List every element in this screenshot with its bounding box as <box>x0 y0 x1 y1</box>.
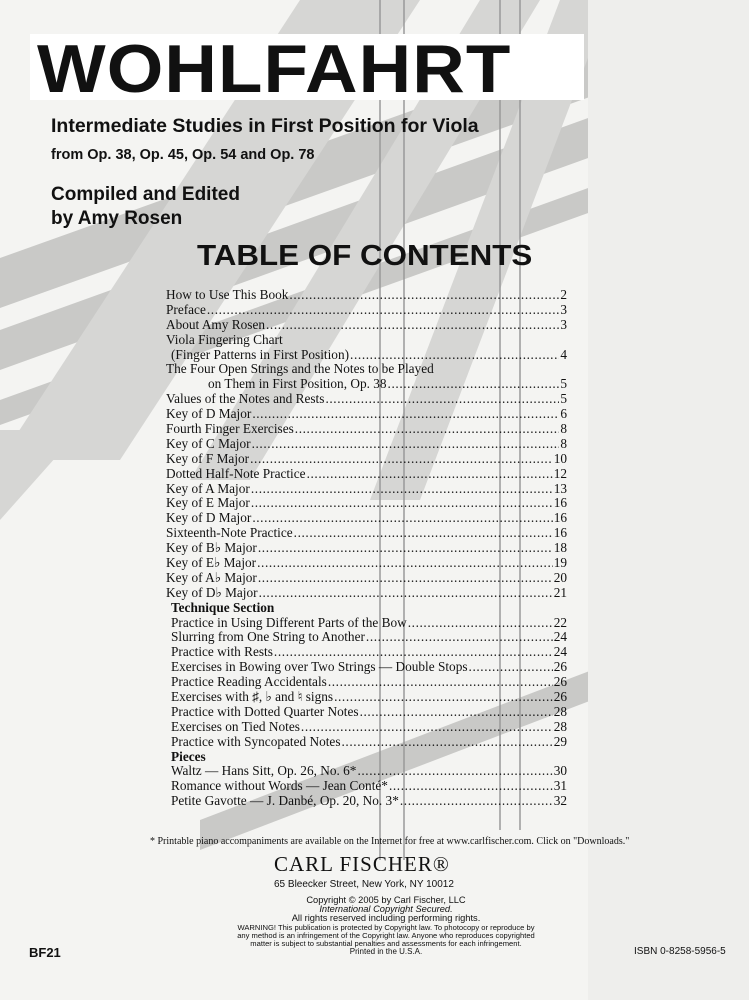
toc-entry <box>166 377 567 392</box>
toc-entry-title: Practice Reading Accidentals <box>171 674 327 690</box>
toc-entry-page: 3 <box>560 316 567 332</box>
toc-entry-title: Exercises with ♯, ♭ and ♮ signs <box>171 689 334 705</box>
toc-entry <box>166 288 567 303</box>
toc-entry-page: 13 <box>553 480 567 496</box>
toc-entry <box>166 541 567 556</box>
toc-entry <box>166 437 567 452</box>
toc-entry-title: About Amy Rosen <box>166 316 265 332</box>
compiled-line-1: Compiled and Edited <box>51 184 240 205</box>
toc-entry-title: Key of B♭ Major <box>166 540 257 556</box>
toc-entry-title: Fourth Finger Exercises <box>166 421 294 436</box>
printed-in: Printed in the U.S.A. <box>349 947 423 956</box>
dot-leader <box>250 452 553 467</box>
toc-entry-page: 5 <box>560 391 567 407</box>
toc-entry-page: 6 <box>560 406 567 422</box>
footnote: * Printable piano accompaniments are available on the Internet for free at www.carlfischer.com. Click on "Downloads." <box>150 836 630 847</box>
isbn: ISBN 0-8258-5956-5 <box>634 946 726 957</box>
dot-leader <box>389 779 553 794</box>
toc-entry <box>166 630 567 645</box>
toc-entry <box>166 333 567 348</box>
dot-leader <box>257 556 553 571</box>
toc-entry-title: Slurring from One String to Another <box>171 629 365 645</box>
publisher-address: 65 Bleecker Street, New York, NY 10012 <box>274 879 454 890</box>
toc-entry-page: 16 <box>553 510 567 526</box>
toc-entry <box>166 720 567 735</box>
dot-leader <box>259 586 553 601</box>
dot-leader <box>301 720 553 735</box>
toc-entry-title: Key of D♭ Major <box>166 584 258 600</box>
toc-entry <box>166 586 567 601</box>
dot-leader <box>342 735 553 750</box>
toc-entry-title: (Finger Patterns in First Position) <box>171 346 350 362</box>
rights-line: All rights reserved including performing rights. <box>291 913 481 923</box>
page-title: WOHLFAHRT <box>37 31 512 107</box>
dot-leader <box>251 496 553 511</box>
toc-entry <box>166 467 567 482</box>
technique-section-heading: Technique Section <box>171 599 275 615</box>
toc-entry-page: 20 <box>553 569 567 585</box>
toc-entry <box>166 452 567 467</box>
toc-entry-title: Practice in Using Different Parts of the Bow <box>171 614 407 630</box>
toc-entry-title: Key of A Major <box>166 480 250 496</box>
toc-entry <box>166 675 567 690</box>
dot-leader <box>334 690 553 705</box>
toc-entry-page: 5 <box>560 376 567 392</box>
pieces-heading: Pieces <box>171 748 206 764</box>
toc-entry <box>166 407 567 422</box>
dot-leader <box>274 645 553 660</box>
toc-entry-title: Key of F Major <box>166 450 250 466</box>
toc-entry-title: Key of D Major <box>166 406 252 422</box>
toc-entry-page: 26 <box>553 659 567 675</box>
warning-line-3: matter is subject to substantial penalties and assessments for each infringement. <box>250 939 522 948</box>
toc-entry <box>166 303 567 318</box>
dot-leader <box>469 660 553 675</box>
dot-leader <box>258 571 553 586</box>
toc-entry-title: Exercises in Bowing over Two Strings — Double Stops <box>171 659 468 675</box>
dot-leader <box>252 437 560 452</box>
opus-line: from Op. 38, Op. 45, Op. 54 and Op. 78 <box>51 147 315 163</box>
toc-entry-page: 31 <box>553 778 567 794</box>
toc-entry-title: The Four Open Strings and the Notes to be Played <box>166 361 434 377</box>
toc-entry-page: 21 <box>553 584 567 600</box>
toc-entry-page: 19 <box>553 555 567 571</box>
toc-entry-title: Key of E Major <box>166 495 250 511</box>
toc-entry <box>166 765 567 780</box>
toc-entry <box>166 348 567 363</box>
dot-leader <box>366 630 553 645</box>
toc-entry-page: 26 <box>553 674 567 690</box>
dot-leader <box>325 392 559 407</box>
subtitle: Intermediate Studies in First Position for Viola <box>51 115 479 137</box>
copyright-line: Copyright © 2005 by Carl Fischer, LLC <box>306 895 466 905</box>
toc-entry <box>166 735 567 750</box>
toc-entry-page: 16 <box>553 495 567 511</box>
toc-entry-page: 8 <box>560 421 567 436</box>
toc-heading: TABLE OF CONTENTS <box>197 240 533 272</box>
toc-entry-title: Romance without Words — Jean Conté* <box>171 778 388 794</box>
table-of-contents <box>166 288 567 809</box>
dot-leader <box>295 422 560 437</box>
dot-leader <box>252 511 552 526</box>
toc-entry-title: Viola Fingering Chart <box>166 331 283 347</box>
toc-entry-title: Practice with Dotted Quarter Notes <box>171 703 359 719</box>
toc-entry-title: Practice with Syncopated Notes <box>171 733 341 749</box>
dot-leader <box>266 318 559 333</box>
dot-leader <box>252 407 559 422</box>
toc-entry-page: 16 <box>553 525 567 541</box>
dot-leader <box>258 541 553 556</box>
toc-entry <box>166 362 567 377</box>
toc-entry <box>166 571 567 586</box>
toc-entry-page: 28 <box>553 703 567 719</box>
toc-entry-page: 2 <box>560 286 567 302</box>
dot-leader <box>328 675 553 690</box>
toc-entry <box>166 526 567 541</box>
dot-leader <box>251 482 553 497</box>
toc-entry-page: 4 <box>560 346 567 362</box>
toc-entry <box>166 794 567 809</box>
toc-entry <box>166 392 567 407</box>
toc-entry <box>166 645 567 660</box>
dot-leader <box>307 467 553 482</box>
dot-leader <box>360 705 553 720</box>
toc-entry-title: Practice with Rests <box>171 644 273 660</box>
toc-entry <box>166 556 567 571</box>
toc-entry <box>166 318 567 333</box>
toc-entry <box>166 705 567 720</box>
toc-entry <box>166 660 567 675</box>
dot-leader <box>294 526 553 541</box>
toc-entry-page: 26 <box>553 689 567 705</box>
dot-leader <box>408 616 553 631</box>
toc-entry <box>166 690 567 705</box>
toc-entry <box>166 616 567 631</box>
toc-entry-title: Waltz — Hans Sitt, Op. 26, No. 6* <box>171 763 357 779</box>
toc-entry-title: Sixteenth-Note Practice <box>166 525 293 541</box>
dot-leader <box>357 764 552 779</box>
toc-entry-title: Key of D Major <box>166 510 252 526</box>
toc-entry-page: 22 <box>553 614 567 630</box>
toc-entry-title: on Them in First Position, Op. 38 <box>208 376 387 392</box>
toc-entry-title: Key of E♭ Major <box>166 555 257 571</box>
toc-entry-title: Exercises on Tied Notes <box>171 718 300 734</box>
warning-line-1: WARNING! This publication is protected by Copyright law. To photocopy or reproduce by <box>237 923 535 932</box>
toc-entry-page: 10 <box>553 450 567 466</box>
toc-entry <box>166 422 567 437</box>
international-copyright: International Copyright Secured. <box>319 904 453 914</box>
toc-entry-page: 29 <box>553 733 567 749</box>
toc-entry-title: Preface <box>166 301 206 317</box>
compiled-line-2: by Amy Rosen <box>51 208 183 229</box>
dot-leader <box>289 288 559 303</box>
toc-entry-title: How to Use This Book <box>166 286 289 302</box>
toc-entry-page: 30 <box>553 763 567 779</box>
toc-entry-page: 18 <box>553 540 567 556</box>
toc-entry <box>166 779 567 794</box>
toc-entry-title: Petite Gavotte — J. Danbé, Op. 20, No. 3* <box>171 793 399 809</box>
catalog-code: BF21 <box>29 945 61 960</box>
publisher-logo: CARL FISCHER® <box>274 852 450 876</box>
toc-entry-page: 12 <box>553 465 567 481</box>
toc-entry-title: Key of C Major <box>166 435 251 451</box>
toc-entry-page: 32 <box>553 793 567 809</box>
dot-leader <box>350 348 559 363</box>
toc-entry-page: 8 <box>560 435 567 451</box>
toc-entry-page: 28 <box>553 718 567 734</box>
dot-leader <box>388 377 560 392</box>
toc-entry <box>166 496 567 511</box>
toc-entry <box>166 482 567 497</box>
toc-entry <box>166 511 567 526</box>
toc-entry-title: Dotted Half-Note Practice <box>166 465 306 481</box>
dot-leader <box>207 303 559 318</box>
toc-entry-page: 3 <box>560 301 567 317</box>
warning-line-2: any method is an infringement of the Copyright law. Anyone who reproduces copyrighted <box>237 931 535 940</box>
dot-leader <box>400 794 553 809</box>
toc-entry-title: Values of the Notes and Rests <box>166 391 325 407</box>
toc-entry-page: 24 <box>553 629 567 645</box>
toc-entry-title: Key of A♭ Major <box>166 569 257 585</box>
toc-entry-page: 24 <box>553 644 567 660</box>
